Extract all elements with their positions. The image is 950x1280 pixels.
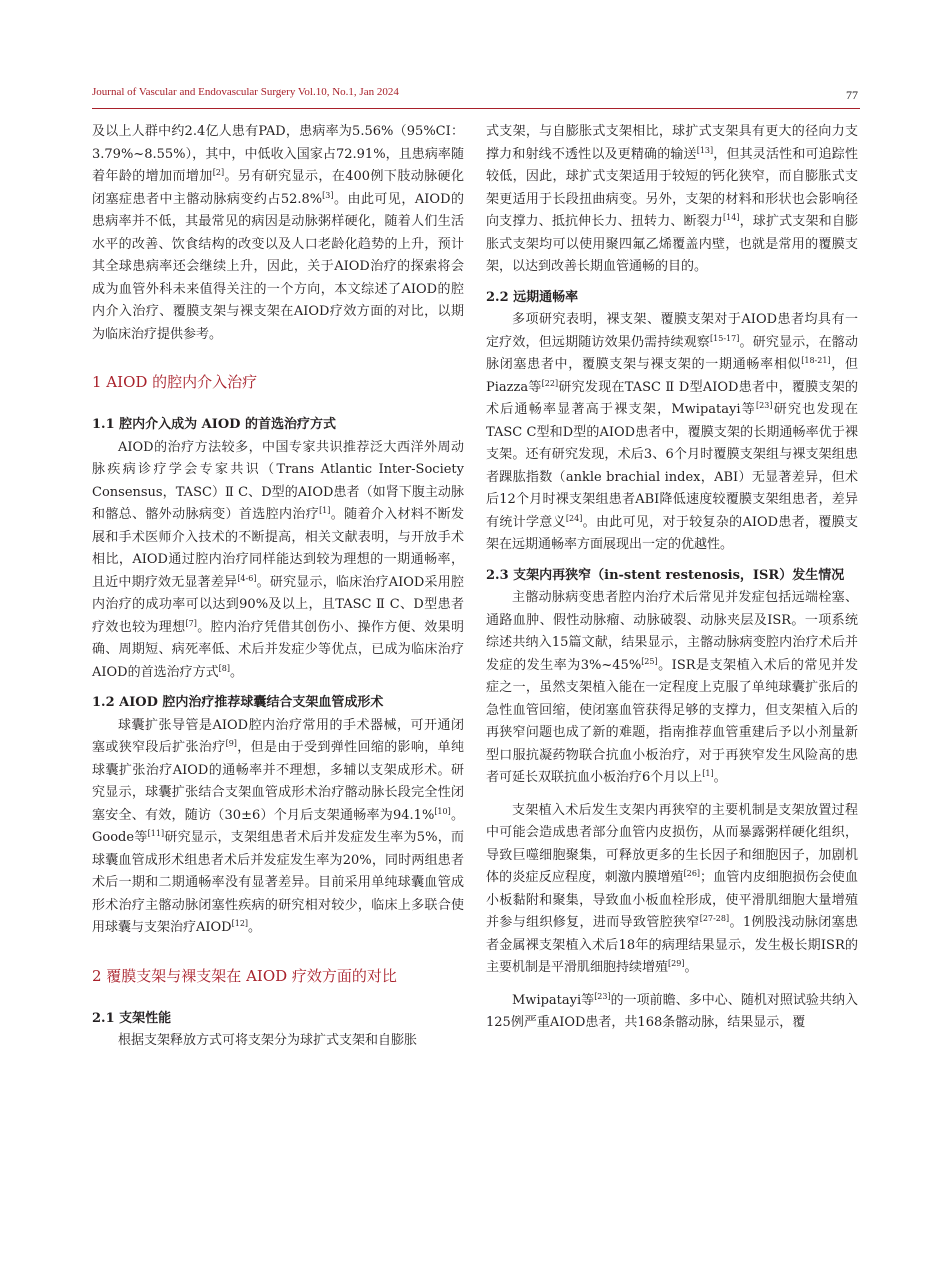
paragraph-1-1: AIOD的治疗方法较多，中国专家共识推荐泛大西洋外周动脉疾病诊疗学会专家共识（Trans Atlantic Inter-Society Consensus，TASC）Ⅱ C、D型的AIOD患者（如肾下腹主动脉和髂总、髂外动脉病变）首选腔内治疗[1]。随着介入材料不断发展和手术医师介入技术的不断提高，相关文献表明，与开放手术相比，AIOD通过腔内治疗同样能达到较为理想的一期通畅率，且近中期疗效无显著差异[4-6]。研究显示，临床治疗AIOD采用腔内治疗的成功率可以达到90%及以上，且TASC Ⅱ C、D型患者疗效也较为理想[7]。腔内治疗凭借其创伤小、操作方便、效果明确、周期短、病死率低、术后并发症少等优点，已成为临床治疗AIOD的首选治疗方式[8]。 (92, 439, 464, 680)
paragraph-2-3c: Mwipatayi等[23]的一项前瞻、多中心、随机对照试验共纳入125例严重AIOD患者，共168条髂动脉，结果显示，覆 (486, 991, 858, 1030)
citation: [4-6] (237, 573, 257, 583)
section-heading-1: 1 AIOD 的腔内介入治疗 (92, 373, 258, 391)
subsection-heading-2-3: 2.3 支架内再狭窄（in-stent restenosis，ISR）发生情况 (486, 567, 845, 583)
citation: [12] (231, 919, 249, 928)
citation: [1] (319, 506, 331, 515)
right-column (486, 121, 858, 1035)
citation: [22] (541, 378, 559, 388)
citation: [8] (218, 663, 230, 673)
section-heading-2: 2 覆膜支架与裸支架在 AIOD 疗效方面的对比 (92, 966, 397, 985)
citation: [2] (212, 168, 225, 177)
page-number: 77 (846, 88, 858, 102)
citation: [7] (185, 618, 197, 628)
subsection-heading-2-2: 2.2 远期通畅率 (486, 289, 579, 305)
subsection-heading-1-2: 1.2 AIOD 腔内治疗推荐球囊结合支架血管成形术 (92, 695, 384, 710)
citation: [13] (696, 145, 714, 155)
citation: [26] (683, 869, 701, 878)
citation: [11] (147, 829, 165, 838)
left-column (92, 121, 464, 1053)
citation: [1] (702, 769, 714, 778)
paragraph-2-3b: 支架植入术后发生支架内再狭窄的主要机制是支架放置过程中可能会造成患者部分血管内皮损伤，从而暴露粥样硬化组织，导致巨噬细胞聚集，可释放更多的生长因子和细胞因子，加剧机体的炎症反应程度，刺激内膜增殖[26]；血管内皮细胞损伤会使血小板黏附和聚集，导致血小板血栓形成，使平滑肌细胞大量增殖并参与组织修复，进而导致管腔狭窄[27-28]。1例股浅动脉闭塞患者金属裸支架植入术后18年的病理结果显示，发生极长期ISR的主要机制是平滑肌细胞持续增殖[29]。 (486, 802, 858, 975)
paragraph-2-1-cont: 式支架，与自膨胀式支架相比，球扩式支架具有更大的径向力支撑力和射线不透性以及更精确的输送[13]，但其灵活性和可追踪性较低，因此，球扩式支架适用于较短的钙化狭窄，而自膨胀式支架更适用于长段扭曲病变。另外，支架的材料和形状也会影响径向支撑力、抵抗伸长力、扭转力、断裂力[14]，球扩式支架和自膨胀式支架均可以使用聚四氟乙烯覆盖内壁，也就是常用的覆膜支架，以达到改善长期血管通畅的目的。 (486, 124, 858, 274)
subsection-heading-2-1: 2.1 支架性能 (92, 1010, 172, 1026)
citation: [27-28] (699, 914, 730, 923)
citation: [23] (594, 991, 611, 1001)
citation: [24] (565, 513, 583, 523)
citation: [3] (322, 190, 334, 200)
paragraph-2-2: 多项研究表明，裸支架、覆膜支架对于AIOD患者均具有一定疗效，但远期随访效果仍需持续观察[15-17]。研究显示，在髂动脉闭塞患者中，覆膜支架与裸支架的一期通畅率相似[18-21]，但Piazza等[22]研究发现在TASC Ⅱ D型AIOD患者中，覆膜支架的术后通畅率显著高于裸支架，Mwipatayi等[23]研究也发现在TASC C型和D型的AIOD患者中，覆膜支架的长期通畅率优于裸支架。还有研究发现，术后3、6个月时覆膜支架组与裸支架组患者踝肱指数（ankle brachial index，ABI）无显著差异，但术后12个月时裸支架组患者ABI降低速度较覆膜支架组患者，差异有统计学意义[24]。由此可见，对于较复杂的AIOD患者，覆膜支架在远期通畅率方面展现出一定的优越性。 (486, 312, 858, 552)
citation: [15-17] (710, 333, 740, 343)
citation: [10] (434, 806, 451, 816)
paragraph-1-2: 球囊扩张导管是AIOD腔内治疗常用的手术器械，可开通闭塞或狭窄段后扩张治疗[9]，但是由于受到弹性回缩的影响，单纯球囊扩张治疗AIOD的通畅率并不理想，多辅以支架成形术。研究显示，球囊扩张结合支架血管成形术治疗髂动脉长段完全性闭塞安全、有效，随访（30±6）个月后支架通畅率为94.1%[10]。Goode等[11]研究显示，支架组患者术后并发症发生率为5%，而球囊血管成形术组患者术后并发症发生率为20%，同时两组患者术后一期和二期通畅率没有显著差异。目前采用单纯球囊血管成形术治疗主髂动脉闭塞性疾病的研究相对较少，临床上多联合使用球囊与支架治疗AIOD[12]。 (92, 717, 465, 935)
citation: [9] (225, 739, 237, 748)
citation: [18-21] (801, 356, 831, 365)
running-header: Journal of Vascular and Endovascular Surgery Vol.10, No.1, Jan 2024 (92, 86, 399, 98)
paragraph-2-1-start: 根据支架释放方式可将支架分为球扩式支架和自膨胀 (118, 1033, 418, 1048)
citation: [23] (756, 401, 773, 410)
header-rule (92, 108, 860, 109)
subsection-heading-1-1: 1.1 腔内介入成为 AIOD 的首选治疗方式 (92, 417, 336, 432)
citation: [29] (668, 959, 685, 968)
citation: [25] (641, 656, 658, 666)
citation: [14] (723, 213, 740, 222)
intro-paragraph: 及以上人群中约2.4亿人患有PAD，患病率为5.56%（95%CI：3.79%~8.55%），其中，中低收入国家占72.91%，且患病率随着年龄的增加而增加[2]。另有研究显示，在400例下肢动脉硬化闭塞症患者中主髂动脉病变约占52.8%[3]。由此可见，AIOD的患病率并不低，其最常见的病因是动脉粥样硬化，随着人们生活水平的改善、饮食结构的改变以及人口老龄化趋势的上升，预计其全球患病率还会继续上升，因此，关于AIOD治疗的探索将会成为血管外科未来值得关注的一个方向，本文综述了AIOD的腔内介入治疗、覆膜支架与裸支架在AIOD疗效方面的对比，以期为临床治疗提供参考。 (92, 124, 464, 342)
paragraph-2-3a: 主髂动脉病变患者腔内治疗术后常见并发症包括远端栓塞、通路血肿、假性动脉瘤、动脉破裂、动脉夹层及ISR。一项系统综述共纳入15篇文献，结果显示，主髂动脉病变腔内治疗术后并发症的发生率为3%~45%[25]。ISR是支架植入术后的常见并发症之一，虽然支架植入能在一定程度上克服了单纯球囊扩张后的急性血管回缩，使闭塞血管获得足够的支撑力，但支架植入后的再狭窄问题也成了新的难题，指南推荐血管重建后予以小剂量新型口服抗凝药物联合抗血小板治疗，对于再狭窄发生风险高的患者可延长双联抗血小板治疗6个月以上[1]。 (486, 590, 858, 785)
